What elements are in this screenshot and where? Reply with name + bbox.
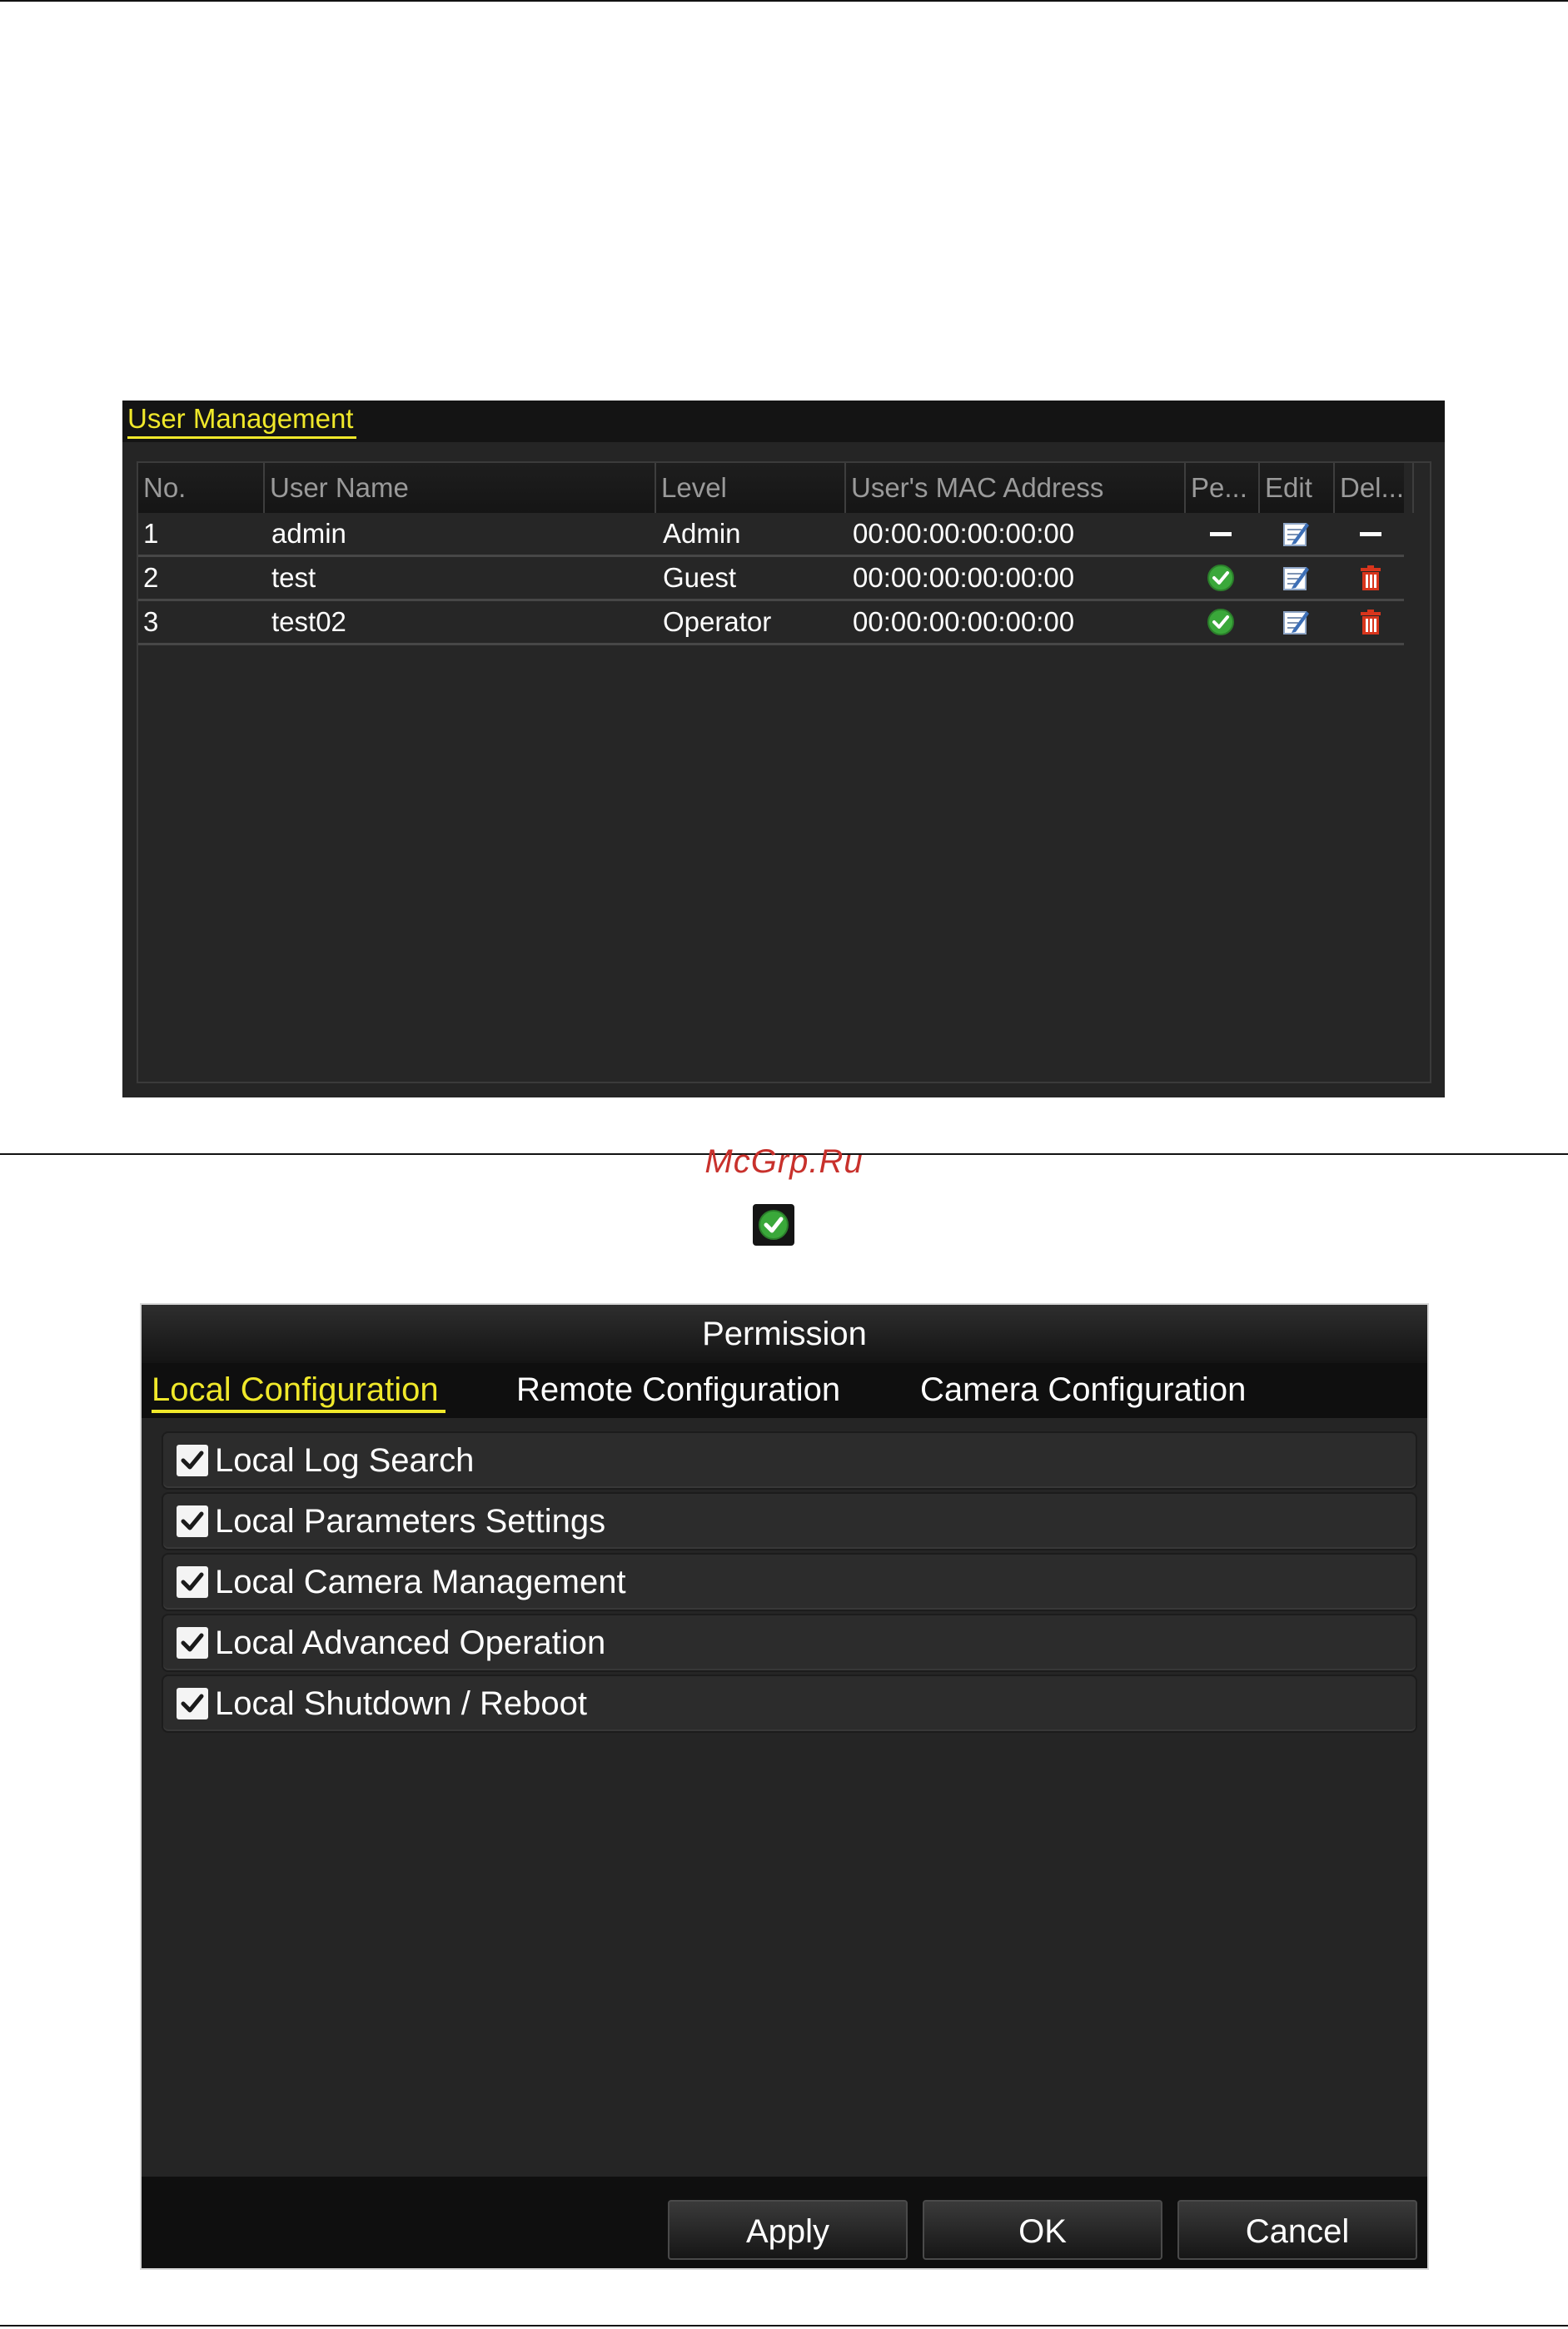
cell-user-name: test <box>271 562 316 593</box>
page-rule-top <box>0 0 1568 2</box>
checkbox-checked-icon[interactable] <box>177 1627 208 1659</box>
permission-item[interactable] <box>162 1614 1417 1672</box>
tab-remote-configuration[interactable]: Remote Configuration <box>516 1371 841 1408</box>
trash-icon[interactable] <box>1356 608 1385 636</box>
user-table <box>137 461 1431 1083</box>
dash-icon <box>1356 520 1385 548</box>
check-icon <box>753 1204 794 1246</box>
column-header-no[interactable]: No. <box>138 463 265 513</box>
permission-dialog-title: Permission <box>142 1305 1427 1363</box>
page-rule-bottom <box>0 2325 1568 2327</box>
edit-icon[interactable] <box>1282 564 1310 592</box>
column-header-delete[interactable]: Del... <box>1335 463 1414 513</box>
dash-icon <box>1207 520 1235 548</box>
apply-button[interactable]: Apply <box>668 2200 908 2260</box>
cell-mac-address: 00:00:00:00:00:00 <box>853 518 1075 549</box>
check-icon[interactable] <box>1207 608 1235 636</box>
permission-item-label: Local Parameters Settings <box>215 1503 606 1540</box>
watermark: McGrp.Ru <box>704 1143 864 1180</box>
user-management-titlebar <box>122 401 1445 442</box>
cell-level: Admin <box>663 518 741 549</box>
cell-mac-address: 00:00:00:00:00:00 <box>853 606 1075 637</box>
cell-no: 1 <box>143 518 159 549</box>
column-header-permission[interactable]: Pe... <box>1186 463 1260 513</box>
column-header-level[interactable]: Level <box>656 463 846 513</box>
tab-local-configuration[interactable]: Local Configuration <box>152 1370 446 1413</box>
permission-check-icon-sample <box>753 1204 794 1246</box>
user-table-header <box>138 463 1404 513</box>
checkbox-checked-icon[interactable] <box>177 1505 208 1537</box>
table-row[interactable] <box>138 601 1404 645</box>
user-management-title: User Management <box>127 403 356 439</box>
permission-tabs <box>142 1363 1427 1418</box>
table-row[interactable] <box>138 557 1404 601</box>
permission-item[interactable] <box>162 1492 1417 1550</box>
cell-user-name: admin <box>271 518 346 549</box>
column-header-edit[interactable]: Edit <box>1260 463 1335 513</box>
edit-icon[interactable] <box>1282 608 1310 636</box>
check-icon[interactable] <box>1207 564 1235 592</box>
ok-button[interactable]: OK <box>923 2200 1162 2260</box>
cell-user-name: test02 <box>271 606 346 637</box>
table-row[interactable] <box>138 513 1404 557</box>
permission-item-label: Local Log Search <box>215 1442 475 1479</box>
permission-item[interactable] <box>162 1553 1417 1611</box>
column-header-user-name[interactable]: User Name <box>265 463 656 513</box>
trash-icon[interactable] <box>1356 564 1385 592</box>
dialog-footer <box>142 2177 1427 2268</box>
cell-no: 3 <box>143 606 159 637</box>
cancel-button[interactable]: Cancel <box>1177 2200 1417 2260</box>
checkbox-checked-icon[interactable] <box>177 1566 208 1598</box>
cell-mac-address: 00:00:00:00:00:00 <box>853 562 1075 593</box>
checkbox-checked-icon[interactable] <box>177 1688 208 1719</box>
permission-item[interactable] <box>162 1431 1417 1490</box>
cell-level: Guest <box>663 562 737 593</box>
edit-icon[interactable] <box>1282 520 1310 548</box>
user-management-panel <box>122 401 1445 1097</box>
cell-level: Operator <box>663 606 772 637</box>
permission-item-label: Local Camera Management <box>215 1564 626 1600</box>
permission-item-label: Local Advanced Operation <box>215 1625 606 1661</box>
cell-no: 2 <box>143 562 159 593</box>
permission-item-label: Local Shutdown / Reboot <box>215 1685 587 1722</box>
checkbox-checked-icon[interactable] <box>177 1445 208 1476</box>
permission-item[interactable] <box>162 1675 1417 1733</box>
tab-camera-configuration[interactable]: Camera Configuration <box>920 1371 1247 1408</box>
column-header-mac-address[interactable]: User's MAC Address <box>846 463 1186 513</box>
permission-dialog <box>140 1303 1429 2270</box>
